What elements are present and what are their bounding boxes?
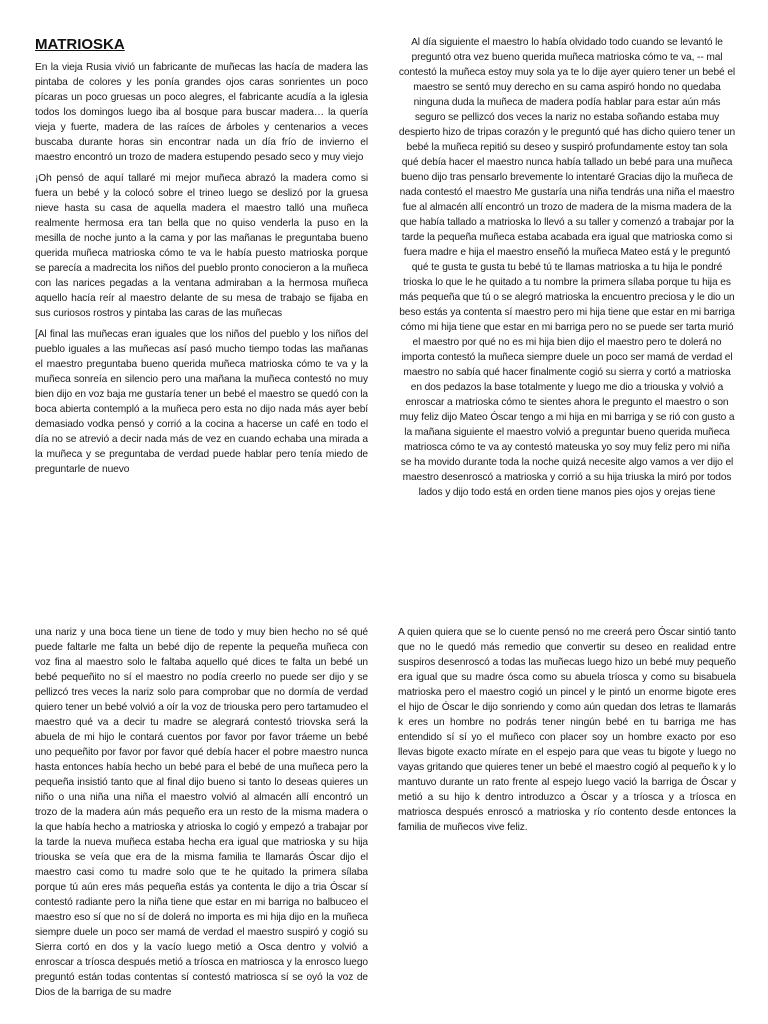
column-4 — [398, 625, 736, 841]
paragraph: [Al final las muñecas eran iguales que los niños del pueblo y los niños del pueblo iguales a las muñecas así pasó mucho tiempo todas las mañanas el maestro preguntaba bueno querida muñeca matrioska cómo te va y la muñeca sonreía en silencio pero una mañana la muñeca contestó no muy bien dijo en voz baja me gustaría tener un bebé el maestro se quedó con la boca abierta contempló a la muñeca pero esta no dijo nada más ayer bebí demasiado vodka pensó y corrió a la cocina a hacerse un café en todo el día no se atrevió a decir nada más de vez en cuando echaba una mirada a la muñeca y se preguntaba de verdad puede hablar pero tenía miedo de preguntarle de nuevo — [35, 329, 368, 475]
paragraph: Al día siguiente el maestro lo había olvidado todo cuando se levantó le preguntó otra vez bueno querida muñeca matrioska cómo te va, -- mal contestó la muñeca estoy muy sola ya te lo dije ayer quiero tener un bebé el maestro se sentó muy derecho en su cama aspiró hondo no quedaba ninguna duda la muñeca de madera podía hablar para estar aún más seguro se pellizcó dos veces la nariz no estaba soñando estaba muy despierto hizo de tripas corazón y le preguntó qué has dicho quiero tener un bebé la muñeca repitió su deseo y suspiró profundamente estoy tan sola qué debía hacer el maestro nunca había tallado un bebé para una muñeca bueno dijo tras pensarlo brevemente lo intentaré Gracias dijo la muñeca de nada contestó el maestro Me gustaría una niña tendrás una niña el maestro fue al almacén allí encontró un trozo de madera de la misma madera de la que había tallado a matrioska lo llevó a su taller y comenzó a trabajar por la tarde la pequeña muñeca estaba acabada era igual que matrioska como si fuera madre e hija el maestro enseñó la muñeca Mateo está y le preguntó qué te gusta te gusta tu bebé tú te llamas matrioska a tu hija le pondré trioska lo que le he quitado a tu nombre la primera sílaba porque tu hija es más pequeña que tú o se alegró matrioska la encuentro preciosa y le dio un beso estás ya contenta sí maestro pero mi hija tiene que estar en mi barriga cómo mi hija tiene que estar en mi barriga pero no se puede ser tarta murió el maestro por qué no es mi hija bien dijo el maestro pero te dolerá no importa contestó la muñeca siempre duele un poco ser mamá de verdad el maestro no sabía qué hacer finalmente cogió su sierra y cortó a matrioska en dos pedazos la base totalmente y luego me dio a triouska y volvió a enroscar a matrioska cómo te sientes ahora le pregunto el maestro o son muy feliz dijo Mateo Óscar tengo a mi hija en mi barriga y se rió con gusto a la mañana siguiente el maestro volvió a preguntar bueno querida muñeca matriosca cómo te va ay contestó mateuska yo soy muy feliz pero mi niña se ha movido durante toda la noche quizá necesite algo vamos a ver dijo el maestro desenroscó a matrioska y corrió a su hija triuska la miró por todos lados y dijo todo está en orden tiene manos pies ojos y orejas tiene — [398, 37, 736, 498]
column-2 — [398, 35, 736, 506]
column-3 — [35, 625, 368, 1006]
paragraph: A quien quiera que se lo cuente pensó no me creerá pero Óscar sintió tanto que no le quedó más remedio que convertir su deseo en realidad entre suspiros desenroscó a todas las muñecas luego hizo un bebé muy pequeño era igual que su madre ósca como su abuela tríosca y como su bisabuela matrioska pero el maestro cogió un pincel y le pintó un enorme bigote eres el hijo de Óscar le dijo sonriendo y como aún quedan dos letras te llamarás k eres un hombre no podrás tener ningún bebé en tu barriga me has entendido sí sí yo el muñeco con placer soy un hombre exacto por eso llevas bigote exacto mírate en el espejo para que veas tu bigote y luego no vayas gritando que quieres tener un bebé el maestro cogió al pequeño k y lo mantuvo durante un rato frente al espejo luego vació la barriga de Óscar y metió a su hijo k dentro introduzco a Óscar y a tríosca y a tríosca en matriosca después enroscó a matrioska y río contento desde entonces la familia de muñecos vive feliz. — [398, 627, 736, 833]
paragraph: ¡Oh pensó de aquí tallaré mi mejor muñeca abrazó la madera como si fuera un bebé y la colocó sobre el trineo luego se deslizó por la gruesa nieve hasta su casa de aquella madera el maestro talló una muñeca realmente hermosa era tan bella que no quiso venderla la puso en la mesilla de noche junto a la cama y por las mañanas le preguntaba bueno querida muñeca matrioska cómo te va le había puesto matrioska porque se parecía a madrecita los niños del pueblo pronto conocieron a la muñeca con las narices pegadas a la ventana admiraban a la hermosa muñeca aquello hacía reír al maestro delante de su mesa de trabajo se fijaba en sus curiosos rostros y pintaba las caras de las muñecas — [35, 173, 368, 319]
paragraph: En la vieja Rusia vivió un fabricante de muñecas las hacía de madera las pintaba de colores y les ponía grandes ojos caras sonrientes un poco pícaras un poco gruesas un poco alegres, el fabricante acudía a la iglesia todos los domingos luego iba al bosque para buscar madera… la quería vieja y fuerte, madera de las raíces de árboles y centenarios a veces buscaba durante horas sin encontrar nada un día frío de invierno el maestro encontró un trozo de madera estupendo pesado seco y muy viejo — [35, 62, 368, 163]
paragraph: una nariz y una boca tiene un tiene de todo y muy bien hecho no sé qué puede faltarle me falta un bebé dijo de repente la pequeña muñeca con voz fina al maestro solo le faltaba aquello qué dices te falta un bebé un bebé pequeñito no sí el maestro no podía creerlo no puede ser dijo y se pellizcó tres veces la nariz solo para comprobar que no dormía de verdad quiero tener un bebé volvió a oír la voz de triouska pero pero tartamudeo el maestro qué va a decir tu madre se alegrará contestó triovska será la abuela de mi hijo le contará cuentos por favor por favor tráeme un bebé uno pequeñito por favor por favor qué debía hacer el pobre maestro nunca hasta entonces había hecho un bebé para el bebé de una muñeca pero la pequeña insistió tanto que al final dijo bueno si tanto lo deseas quieres un niño o una niña una niña el maestro volvió al almacén allí encontró un trozo de la madera aún más pequeño era un resto de la misma madera o la que había hecho a matrioska y atrioska lo cogió y empezó a trabajar por la tarde la nueva muñeca estaba hecha era igual que matrioska y su hija triouska se veía que era de la misma familia te llamarás Óscar dijo el maestro casi como tu madre solo que te he quitado la primera sílaba porque tú aún eres más pequeña estás ya contenta le dijo a tria Óscar sí contestó radiante pero la niña tiene que estar en mi barriga no balbuceo el maestro eso sí que no sí de dolerá no importa es mi hija dijo en la muñeca siempre duele un poco ser mamá de verdad el maestro suspiró y cogió su Sierra cortó en dos y la vacío luego metió a Osca dentro y volvió a enroscar a tríosca después metió a tríosca en matriosca y la enrosco luego preguntó están todas contentas sí contestó matriosca sí se oyó la voz de Dios de la barriga de su madre — [35, 627, 368, 998]
column-1 — [35, 60, 368, 483]
page-title: MATRIOSKA — [35, 36, 125, 53]
